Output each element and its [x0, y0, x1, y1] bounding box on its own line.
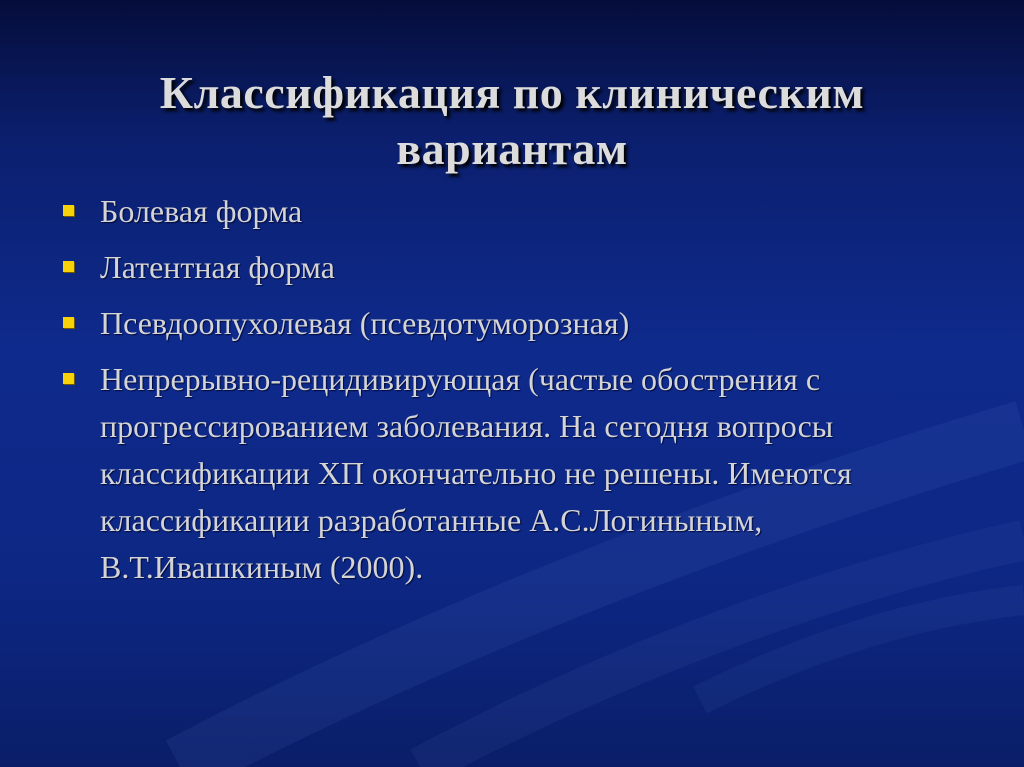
- bullet-item-recurrent-form: [60, 356, 960, 591]
- square-bullet-icon: [63, 261, 74, 272]
- bullet-text: Болевая форма: [100, 193, 303, 229]
- bullet-item-pseudotumor-form: [60, 300, 960, 347]
- square-bullet-icon: [63, 317, 74, 328]
- bullet-text: Псевдоопухолевая (псевдотуморозная): [100, 305, 630, 341]
- bullet-item-pain-form: [60, 188, 960, 235]
- bullet-list: [60, 188, 960, 600]
- bullet-text: Латентная форма: [100, 249, 335, 285]
- slide-title: [60, 65, 964, 177]
- slide-title-line-1: Классификация по клиническим: [159, 66, 865, 118]
- bullet-text: Непрерывно-рецидивирующая (частые обострения с прогрессированием заболевания. На сегодня вопросы классификации ХП окончательно не решены. Имеются классификации разработанные А.С.Логиныным, В.Т.Ивашкиным (2000).: [100, 361, 852, 585]
- bullet-item-latent-form: [60, 244, 960, 291]
- square-bullet-icon: [63, 373, 74, 384]
- square-bullet-icon: [63, 205, 74, 216]
- slide-title-line-2: вариантам: [396, 122, 628, 174]
